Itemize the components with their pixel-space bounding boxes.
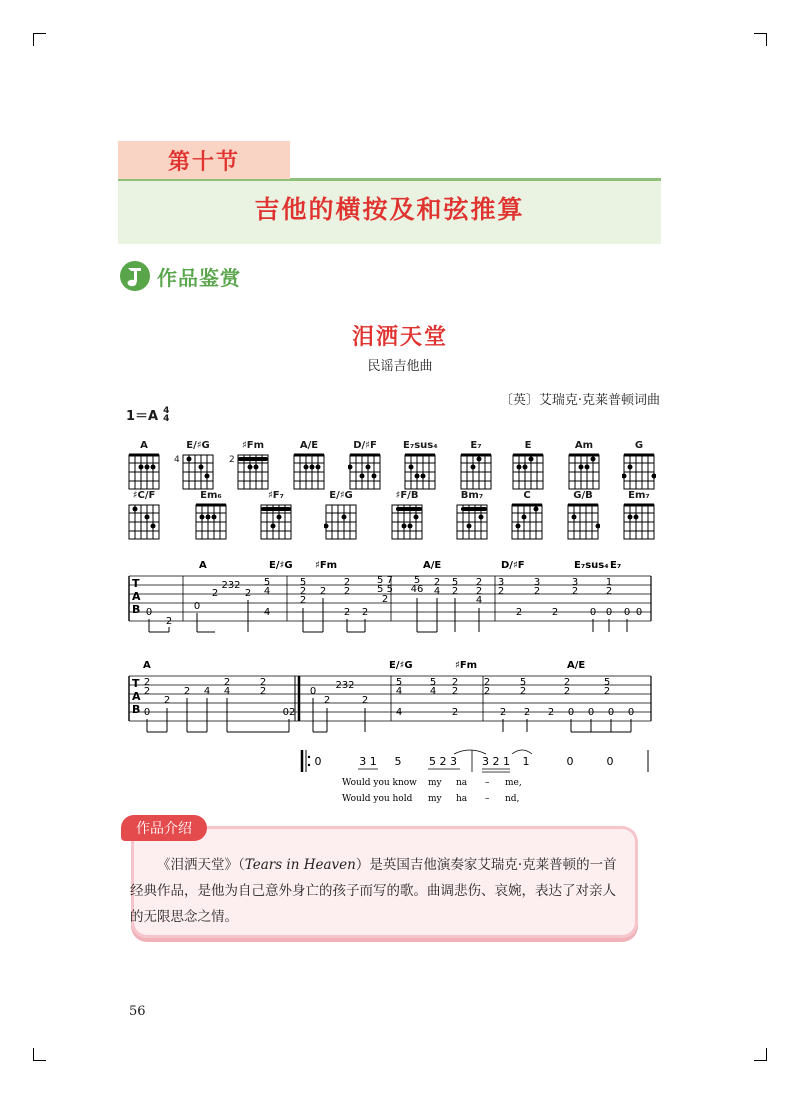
- tab-letter: B: [132, 603, 141, 616]
- tab-chord: E₇: [610, 560, 622, 571]
- svg-text:5: 5: [451, 577, 459, 588]
- chord-grid: [510, 503, 544, 541]
- svg-text:3: 3: [497, 577, 505, 588]
- svg-text:0: 0: [605, 607, 613, 618]
- page-number: 56: [129, 1004, 146, 1019]
- note: 0: [606, 755, 614, 768]
- svg-text:5: 5: [299, 577, 307, 588]
- svg-text:2: 2: [361, 607, 369, 618]
- svg-text:5: 5: [413, 575, 421, 586]
- chord-grid: [459, 453, 493, 491]
- note: 3 2 1: [482, 755, 510, 768]
- svg-text:0: 0: [589, 607, 597, 618]
- chord-name: A/E: [299, 440, 319, 451]
- song-subtitle: 民谣吉他曲: [367, 359, 433, 374]
- key-label: 1＝A: [126, 409, 159, 424]
- svg-text:0: 0: [623, 607, 631, 618]
- svg-text:4: 4: [475, 595, 483, 606]
- key-signature: [126, 405, 169, 424]
- svg-text:2: 2: [183, 686, 191, 697]
- svg-text:2: 2: [533, 586, 541, 597]
- svg-text:2: 2: [451, 586, 459, 597]
- chord-name: ♯F/B: [395, 490, 419, 501]
- svg-text:2: 2: [343, 577, 351, 588]
- tab-staff-1: [127, 556, 657, 636]
- chord-name: A: [140, 440, 148, 451]
- chord-name: Em₆: [200, 490, 222, 501]
- crop-mark-top-left: [33, 33, 46, 46]
- appreciation-heading: [119, 260, 241, 292]
- lyric: na: [456, 778, 468, 788]
- svg-text:2: 2: [299, 595, 307, 606]
- chord-grid: [567, 453, 601, 491]
- crop-mark-top-right: [754, 33, 767, 46]
- chord-grid: [324, 503, 358, 541]
- chord-grid: [127, 453, 161, 491]
- chord-name: ♯Fm: [241, 440, 265, 451]
- lyric: nd,: [505, 794, 520, 804]
- svg-text:2: 2: [451, 686, 459, 697]
- crop-mark-bottom-right: [754, 1048, 767, 1061]
- svg-text:5: 5: [395, 677, 403, 688]
- tab-chord: ♯Fm: [315, 560, 338, 571]
- tab-letter: A: [132, 590, 141, 603]
- svg-text:232: 232: [335, 680, 355, 691]
- svg-text:2: 2: [223, 677, 231, 688]
- lyric: my: [428, 778, 442, 788]
- music-note-icon: [119, 260, 151, 292]
- svg-text:2: 2: [451, 707, 459, 718]
- svg-text:2: 2: [475, 577, 483, 588]
- svg-text:2: 2: [551, 607, 559, 618]
- lyric: me,: [505, 778, 522, 788]
- tab-chord: D/♯F: [501, 560, 525, 571]
- note: 5: [394, 755, 402, 768]
- chord-name: E: [524, 440, 532, 451]
- svg-text:2: 2: [259, 686, 267, 697]
- lyric: –: [485, 794, 490, 804]
- svg-text:2: 2: [451, 677, 459, 688]
- svg-text:2: 2: [483, 677, 491, 688]
- chord-name: ♯C/F: [132, 490, 156, 501]
- svg-text:5: 5: [603, 677, 611, 688]
- fret-marker: 2: [229, 455, 235, 465]
- section-number: 第十节: [168, 149, 241, 175]
- svg-text:2: 2: [244, 588, 252, 599]
- intro-text: [130, 852, 620, 930]
- tab-letter: A: [132, 690, 141, 703]
- chord-name: ♯F₇: [267, 490, 285, 501]
- intro-text-a: 《泪洒天堂》（: [157, 857, 245, 873]
- svg-text:2: 2: [483, 686, 491, 697]
- svg-text:2: 2: [361, 695, 369, 706]
- chord-grid: [622, 503, 656, 541]
- crop-mark-bottom-left: [33, 1048, 46, 1061]
- svg-text:2: 2: [571, 586, 579, 597]
- tab-letter: B: [132, 703, 141, 716]
- tab-letter: T: [132, 577, 140, 590]
- chord-name: G: [634, 440, 644, 451]
- numbered-notation: [300, 748, 660, 810]
- section-number-tab: [118, 141, 290, 179]
- svg-text:4: 4: [223, 686, 231, 697]
- tab-chord: E₇sus₄: [574, 560, 609, 571]
- svg-text:2: 2: [143, 677, 151, 688]
- tab-chord: A/E: [567, 660, 586, 671]
- svg-text:2: 2: [523, 707, 531, 718]
- svg-text:0: 0: [567, 707, 575, 718]
- section-title: 吉他的横按及和弦推算: [254, 195, 525, 224]
- chord-grid: [236, 453, 270, 491]
- svg-text:2: 2: [603, 686, 611, 697]
- chord-grid: [259, 503, 293, 541]
- svg-text:2: 2: [381, 594, 389, 605]
- svg-text:2: 2: [143, 686, 151, 697]
- svg-text:5: 5: [519, 677, 527, 688]
- tab-chord: A: [199, 560, 207, 571]
- time-signature: [163, 407, 169, 423]
- note: 3 1: [359, 755, 377, 768]
- chord-name: G/B: [573, 490, 593, 501]
- note: 0: [314, 755, 322, 768]
- svg-text:0: 0: [635, 607, 643, 618]
- lyric: Would you hold: [342, 794, 413, 804]
- svg-text:4: 4: [395, 707, 403, 718]
- svg-text:2: 2: [563, 677, 571, 688]
- svg-text:2: 2: [433, 577, 441, 588]
- svg-text:2: 2: [499, 707, 507, 718]
- tab-chord: A: [143, 660, 151, 671]
- svg-text:2: 2: [515, 607, 523, 618]
- chord-name: C: [523, 490, 531, 501]
- chord-grid: [181, 453, 215, 491]
- intro-text-b: ）是英国吉他演奏家艾瑞克·克莱普顿的一首经典作品，是他为自己意外身亡的孩子而写的歌。曲调悲伤、哀婉，表达了对亲人的无限思念之情。: [130, 857, 617, 925]
- svg-text:0: 0: [627, 707, 635, 718]
- chord-name: E/♯G: [186, 440, 210, 451]
- svg-text:0: 0: [309, 686, 317, 697]
- svg-text:232: 232: [221, 580, 241, 591]
- svg-text:02: 02: [282, 707, 296, 718]
- svg-text:2: 2: [563, 686, 571, 697]
- lyric: my: [428, 794, 442, 804]
- svg-text:2: 2: [519, 686, 527, 697]
- svg-text:2: 2: [299, 586, 307, 597]
- chord-name: E/♯G: [329, 490, 353, 501]
- svg-text:2: 2: [547, 707, 555, 718]
- svg-text:0: 0: [143, 707, 151, 718]
- svg-text:4: 4: [263, 607, 271, 618]
- svg-text:2: 2: [605, 586, 613, 597]
- svg-text:4: 4: [429, 686, 437, 697]
- tab-chord: A/E: [423, 560, 442, 571]
- note: 5 2 3: [429, 755, 457, 768]
- svg-text:5: 5: [429, 677, 437, 688]
- svg-text:3: 3: [533, 577, 541, 588]
- time-bottom: 4: [163, 413, 170, 424]
- svg-text:1: 1: [605, 577, 613, 588]
- tab-staff-2: [127, 656, 657, 736]
- svg-text:5 5: 5 5: [377, 584, 393, 595]
- chord-grid: [194, 503, 228, 541]
- svg-text:4: 4: [203, 686, 211, 697]
- svg-text:4: 4: [263, 586, 271, 597]
- chord-grid: [511, 453, 545, 491]
- fret-marker: 4: [174, 455, 180, 465]
- chord-name: Bm₇: [460, 490, 484, 501]
- svg-text:0: 0: [587, 707, 595, 718]
- svg-text:2: 2: [211, 588, 219, 599]
- svg-text:2: 2: [319, 586, 327, 597]
- song-title: 泪洒天堂: [351, 325, 448, 350]
- svg-text:46: 46: [410, 584, 424, 595]
- chord-name: Am: [574, 440, 594, 451]
- intro-label: 作品介绍: [121, 815, 207, 841]
- chord-grid: [622, 453, 656, 491]
- note: 1: [522, 755, 530, 768]
- chord-grid: [566, 503, 600, 541]
- svg-text:5: 5: [263, 577, 271, 588]
- lyric: Would you know: [342, 778, 417, 788]
- chord-name: Em₇: [628, 490, 650, 501]
- lyric: –: [485, 778, 490, 788]
- svg-text:2: 2: [163, 695, 171, 706]
- chord-grid: [292, 453, 326, 491]
- svg-text:4: 4: [395, 686, 403, 697]
- chord-grid: [455, 503, 489, 541]
- svg-text:5 7: 5 7: [377, 575, 393, 586]
- note: 0: [566, 755, 574, 768]
- svg-text:2: 2: [343, 607, 351, 618]
- svg-text:0: 0: [145, 607, 153, 618]
- chord-name: E₇sus₄: [403, 440, 438, 451]
- tab-letter: T: [132, 677, 140, 690]
- svg-text:2: 2: [343, 586, 351, 597]
- tab-chord: E/♯G: [269, 560, 293, 571]
- time-top: 4: [163, 405, 170, 416]
- chord-grid: [348, 453, 382, 491]
- svg-text:2: 2: [475, 586, 483, 597]
- svg-text:2: 2: [497, 586, 505, 597]
- chord-name: E₇: [470, 440, 482, 451]
- svg-text:3: 3: [571, 577, 579, 588]
- tab-chord: E/♯G: [389, 660, 413, 671]
- svg-text:0: 0: [193, 601, 201, 612]
- svg-text:0: 0: [607, 707, 615, 718]
- chord-name: D/♯F: [353, 440, 377, 451]
- chord-grid: [403, 453, 437, 491]
- svg-text:2: 2: [323, 695, 331, 706]
- svg-text:2: 2: [165, 616, 173, 627]
- tab-chord: ♯Fm: [455, 660, 478, 671]
- tab-fret-numbers: [146, 575, 642, 627]
- lyric: ha: [456, 794, 468, 804]
- svg-text:2: 2: [259, 677, 267, 688]
- chord-grid: [127, 503, 161, 541]
- intro-text-en: Tears in Heaven: [244, 857, 356, 873]
- svg-text:4: 4: [433, 586, 441, 597]
- song-credit: 〔英〕艾瑞克·克莱普顿词曲: [499, 393, 660, 408]
- appreciation-label: 作品鉴赏: [157, 265, 241, 290]
- chord-grid: [390, 503, 424, 541]
